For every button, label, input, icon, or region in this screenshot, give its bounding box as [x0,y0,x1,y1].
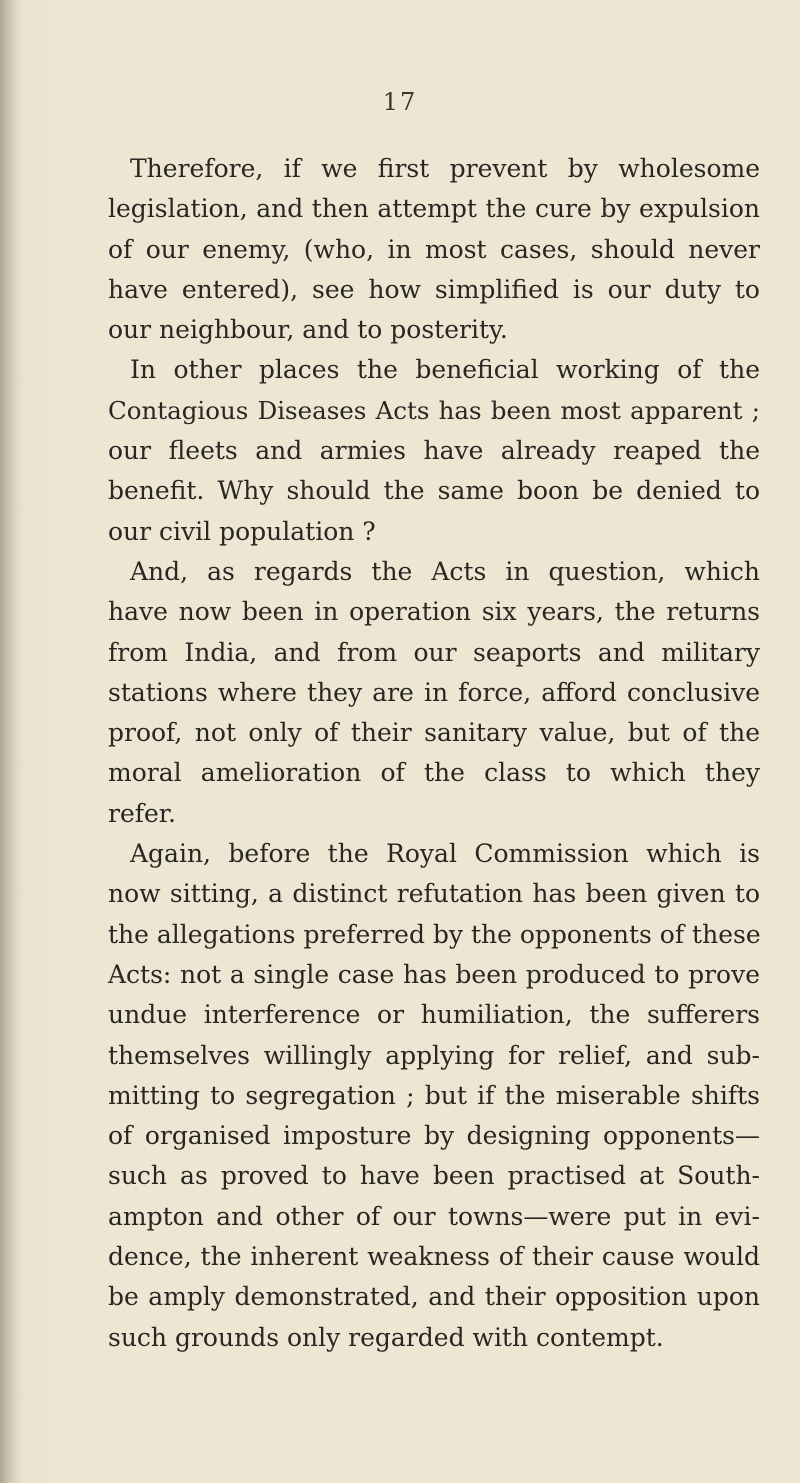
text-line: Acts: not a single case has been produced to prove [108,959,760,989]
text-line: of our enemy, (who, in most cases, should never [108,234,760,264]
text-line: the allegations preferred by the opponents of these [108,919,761,949]
text-line: dence, the inherent weakness of their cause would [108,1242,760,1272]
text-line: have entered), see how simplified is our duty to [108,274,760,304]
text-line: our fleets and armies have already reaped the [108,436,760,466]
text-line: moral amelioration of the class to which they [108,758,760,788]
text-line: proof, not only of their sanitary value, but of the [108,718,760,748]
text-line: Again, before the Royal Commission which is [130,839,760,869]
text-line: benefit. Why should the same boon be denied to [108,476,760,506]
text-line: of organised imposture by designing opponents— [108,1121,760,1151]
text-line: stations where they are in force, afford conclusive [108,677,760,707]
text-line: Contagious Diseases Acts has been most apparent ; [108,395,760,425]
body-text [108,149,760,1358]
text-line: mitting to segregation ; but if the miserable shifts [108,1080,760,1110]
text-line: have now been in operation six years, the returns [108,597,760,627]
text-line: themselves willingly applying for relief, and sub- [108,1040,760,1070]
page-number: 17 [382,88,418,116]
text-line: And, as regards the Acts in question, which [130,556,760,586]
text-line: legislation, and then attempt the cure by expulsion [108,194,760,224]
text-line: In other places the beneficial working of the [130,355,760,385]
text-line: undue interference or humiliation, the sufferers [108,1000,760,1030]
text-line: such grounds only regarded with contempt. [108,1322,664,1352]
text-line: Therefore, if we first prevent by wholesome [130,154,760,183]
text-line: our civil population ? [108,516,376,546]
text-line: be amply demonstrated, and their opposition upon [108,1282,760,1312]
spine-shadow [0,0,18,1483]
text-line: now sitting, a distinct refutation has been given to [108,879,760,909]
text-line: refer. [108,798,176,828]
text-line: from India, and from our seaports and military [108,637,760,667]
text-line: ampton and other of our towns—were put in evi- [108,1201,760,1231]
text-line: our neighbour, and to posterity. [108,315,508,345]
text-line: such as proved to have been practised at South- [108,1161,760,1191]
